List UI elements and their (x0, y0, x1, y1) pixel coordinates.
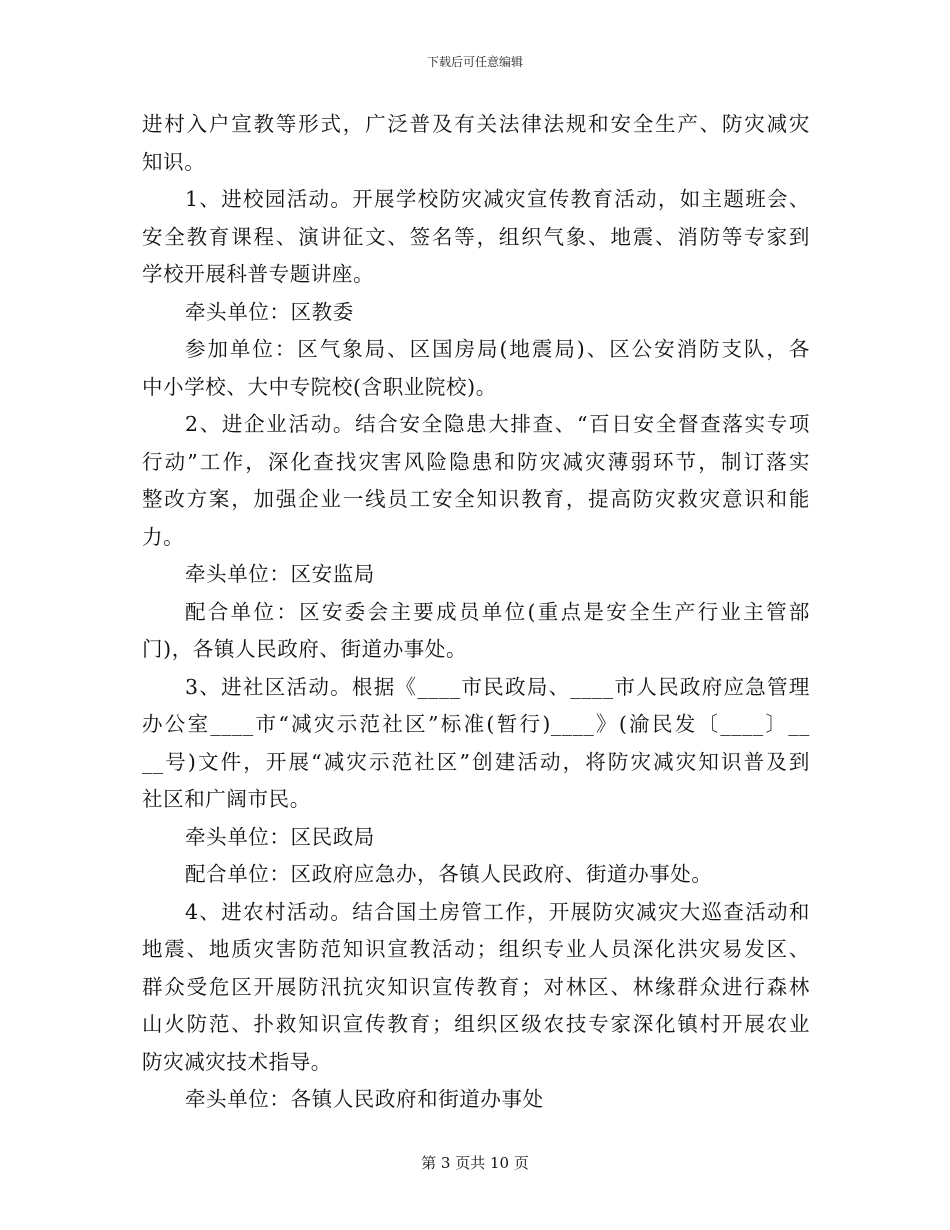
paragraph-line: 中小学校、大中专院校(含职业院校)。 (142, 374, 497, 399)
paragraph-line: 牵头单位：区教委 (185, 299, 354, 324)
paragraph-line: 防灾减灾技术指导。 (142, 1049, 332, 1074)
paragraph (142, 894, 810, 1082)
paragraph (142, 181, 810, 294)
paragraph-line: 牵头单位：区安监局 (185, 562, 375, 586)
paragraph-line: 行动”工作，深化查找灾害风险隐患和防灾减灾薄弱环节，制订落实 (142, 449, 810, 474)
paragraph (142, 294, 810, 332)
paragraph-line: 参加单位：区气象局、区国房局(地震局)、区公安消防支队，各 (185, 337, 810, 361)
paragraph-line: __号)文件，开展“减灾示范社区”创建活动，将防灾减灾知识普及到 (142, 749, 810, 774)
document-body (142, 106, 810, 1119)
paragraph (142, 556, 810, 594)
paragraph-line: 学校开展科普专题讲座。 (142, 262, 375, 286)
paragraph (142, 331, 810, 406)
paragraph-line: 3、进社区活动。根据《____市民政局、____市人民政府应急管理 (185, 674, 810, 699)
page-number-footer: 第 3 页共 10 页 (421, 1154, 529, 1172)
paragraph-line: 安全教育课程、演讲征文、签名等，组织气象、地震、消防等专家到 (142, 224, 810, 249)
paragraph-line: 山火防范、扑救知识宣传教育；组织区级农技专家深化镇村开展农业 (142, 1012, 810, 1036)
paragraph (142, 669, 810, 819)
paragraph-line: 进村入户宣教等形式，广泛普及有关法律法规和安全生产、防灾减灾 (142, 112, 810, 136)
paragraph-line: 门)，各镇人民政府、街道办事处。 (142, 637, 468, 661)
paragraph-line: 力。 (142, 524, 185, 549)
paragraph-line: 1、进校园活动。开展学校防灾减灾宣传教育活动，如主题班会、 (185, 187, 810, 211)
paragraph-line: 社区和广阔市民。 (142, 787, 311, 811)
paragraph-line: 配合单位：区安委会主要成员单位(重点是安全生产行业主管部 (185, 599, 810, 624)
paragraph (142, 106, 810, 181)
page-header-note: 下载后可任意编辑 (426, 55, 523, 69)
paragraph-line: 牵头单位：各镇人民政府和街道办事处 (185, 1087, 544, 1111)
paragraph (142, 819, 810, 857)
paragraph-line: 整改方案，加强企业一线员工安全知识教育，提高防灾救灾意识和能 (142, 487, 810, 511)
paragraph (142, 406, 810, 556)
paragraph (142, 856, 810, 894)
paragraph (142, 594, 810, 669)
paragraph-line: 办公室____市“减灾示范社区”标准(暂行)____》(渝民发〔____〕__ (142, 712, 810, 736)
paragraph-line: 4、进农村活动。结合国土房管工作，开展防灾减灾大巡查活动和 (185, 899, 810, 924)
paragraph-line: 地震、地质灾害防范知识宣教活动；组织专业人员深化洪灾易发区、 (142, 937, 810, 961)
paragraph-line: 知识。 (142, 149, 206, 174)
paragraph-line: 2、进企业活动。结合安全隐患大排查、“百日安全督查落实专项 (185, 412, 810, 436)
paragraph (142, 1081, 810, 1119)
paragraph-line: 群众受危区开展防汛抗灾知识宣传教育；对林区、林缘群众进行森林 (142, 974, 810, 999)
paragraph-line: 牵头单位：区民政局 (185, 824, 375, 849)
paragraph-line: 配合单位：区政府应急办，各镇人民政府、街道办事处。 (185, 862, 713, 886)
